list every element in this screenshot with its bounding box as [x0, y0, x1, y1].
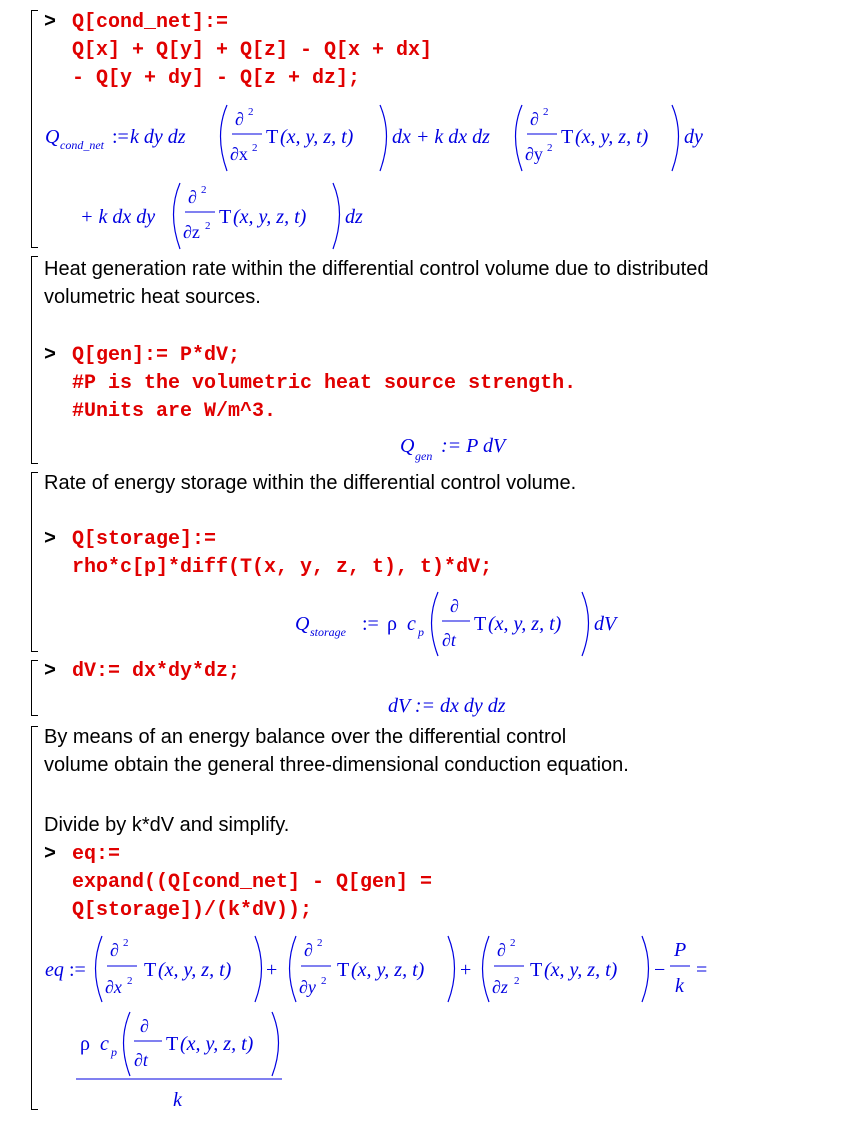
execution-group-2 [31, 256, 32, 464]
code-line[interactable]: Q[storage])/(k*dV)); [72, 899, 313, 922]
svg-text:Q: Q [400, 435, 415, 457]
svg-text:2: 2 [201, 184, 207, 196]
code-line[interactable]: rho*c[p]*diff(T(x, y, z, t), t)*dV; [72, 556, 493, 579]
svg-text:2: 2 [317, 937, 323, 949]
svg-text::=: := [362, 613, 379, 635]
code-line[interactable]: #Units are W/m^3. [72, 400, 277, 423]
output-eq [40, 926, 840, 1116]
code-line[interactable]: eq:= [72, 843, 121, 866]
svg-text:T: T [337, 959, 350, 981]
svg-text:(x, y, z, t): (x, y, z, t) [575, 126, 649, 148]
text-line: By means of an energy balance over the differential control [44, 726, 567, 748]
execution-group-5 [31, 726, 32, 1110]
svg-text:(x, y, z, t): (x, y, z, t) [280, 126, 354, 148]
svg-text:∂x: ∂x [105, 977, 122, 997]
svg-text:2: 2 [248, 106, 254, 118]
svg-text:P: P [674, 939, 687, 961]
text-line: volumetric heat sources. [44, 286, 261, 308]
svg-text:cond_net: cond_net [60, 138, 104, 152]
svg-text:T: T [166, 1033, 179, 1055]
svg-text:ρ: ρ [387, 613, 397, 635]
svg-text:∂: ∂ [140, 1016, 149, 1036]
input-prompt: > [44, 11, 57, 34]
svg-text:dV := dx dy dz: dV := dx dy dz [388, 695, 506, 717]
svg-text:2: 2 [252, 142, 258, 154]
code-line[interactable]: Q[cond_net]:= [72, 11, 229, 34]
svg-text:=: = [696, 959, 708, 981]
svg-text::=: := [112, 126, 129, 148]
input-prompt: > [44, 528, 57, 551]
output-cond-net [40, 95, 840, 255]
execution-group-4 [31, 660, 32, 716]
svg-text::= P dV: := P dV [441, 435, 506, 457]
svg-text:(x, y, z, t): (x, y, z, t) [544, 959, 618, 981]
svg-text:+: + [460, 959, 472, 981]
text-line: Divide by k*dV and simplify. [44, 814, 290, 836]
svg-text:∂z: ∂z [183, 222, 200, 242]
text-line: volume obtain the general three-dimensional conduction equation. [44, 754, 629, 776]
execution-group-3 [31, 472, 32, 652]
svg-text:eq: eq [45, 959, 64, 981]
svg-text:2: 2 [127, 975, 133, 987]
svg-text:p: p [418, 625, 424, 639]
code-line[interactable]: #P is the volumetric heat source strength. [72, 372, 577, 395]
input-prompt: > [44, 660, 57, 683]
svg-text::=: := [69, 959, 86, 981]
input-prompt: > [44, 344, 57, 367]
svg-text:dz: dz [345, 206, 363, 228]
svg-text:dy: dy [684, 126, 703, 148]
svg-text:2: 2 [514, 975, 520, 987]
svg-text:2: 2 [510, 937, 516, 949]
svg-text:Q: Q [45, 126, 60, 148]
svg-text:+ k dx dy: + k dx dy [80, 206, 156, 228]
input-prompt: > [44, 843, 57, 866]
code-line[interactable]: Q[storage]:= [72, 528, 217, 551]
code-line[interactable]: - Q[y + dy] - Q[z + dz]; [72, 67, 361, 90]
svg-text:c: c [100, 1033, 109, 1055]
svg-text:T: T [219, 206, 232, 228]
svg-text:T: T [266, 126, 279, 148]
svg-text:2: 2 [123, 937, 129, 949]
svg-text:dx + k dx dz: dx + k dx dz [392, 126, 490, 148]
text-line: Rate of energy storage within the differential control volume. [44, 472, 577, 494]
svg-text:k: k [173, 1089, 182, 1111]
svg-text:−: − [654, 959, 666, 981]
output-storage [290, 586, 650, 658]
svg-text:∂z: ∂z [492, 977, 508, 997]
svg-text:(x, y, z, t): (x, y, z, t) [180, 1033, 254, 1055]
svg-text:T: T [561, 126, 574, 148]
svg-text:p: p [111, 1045, 117, 1059]
svg-text:c: c [407, 613, 416, 635]
svg-text:∂: ∂ [530, 109, 539, 129]
svg-text:storage: storage [310, 625, 346, 639]
svg-text:+: + [266, 959, 278, 981]
svg-text:∂x: ∂x [230, 144, 248, 164]
text-line: Heat generation rate within the differential control volume due to distributed [44, 258, 709, 280]
svg-text:k: k [675, 975, 684, 997]
svg-text:∂: ∂ [188, 187, 197, 207]
svg-text:2: 2 [543, 106, 549, 118]
svg-text:2: 2 [321, 975, 327, 987]
svg-text:∂: ∂ [450, 596, 459, 616]
output-gen [395, 430, 595, 464]
output-dV [388, 690, 588, 720]
svg-text:∂: ∂ [110, 940, 119, 960]
svg-text:gen: gen [415, 449, 433, 463]
svg-text:Q: Q [295, 613, 310, 635]
code-line[interactable]: expand((Q[cond_net] - Q[gen] = [72, 871, 433, 894]
svg-text:(x, y, z, t): (x, y, z, t) [233, 206, 307, 228]
svg-text:∂y: ∂y [299, 977, 316, 997]
svg-text:∂: ∂ [497, 940, 506, 960]
svg-text:(x, y, z, t): (x, y, z, t) [158, 959, 232, 981]
svg-text:T: T [530, 959, 543, 981]
svg-text:T: T [144, 959, 157, 981]
svg-text:ρ: ρ [80, 1033, 90, 1055]
code-line[interactable]: Q[gen]:= P*dV; [72, 344, 241, 367]
svg-text:(x, y, z, t): (x, y, z, t) [488, 613, 562, 635]
svg-text:∂y: ∂y [525, 144, 543, 164]
svg-text:∂: ∂ [304, 940, 313, 960]
svg-text:∂: ∂ [235, 109, 244, 129]
svg-text:∂t: ∂t [134, 1050, 148, 1070]
svg-text:T: T [474, 613, 487, 635]
code-line[interactable]: dV:= dx*dy*dz; [72, 660, 241, 683]
svg-text:(x, y, z, t): (x, y, z, t) [351, 959, 425, 981]
svg-text:k dy dz: k dy dz [130, 126, 186, 148]
svg-text:2: 2 [547, 142, 553, 154]
code-line[interactable]: Q[x] + Q[y] + Q[z] - Q[x + dx] [72, 39, 433, 62]
svg-text:dV: dV [594, 613, 617, 635]
execution-group-1 [31, 10, 32, 248]
svg-text:2: 2 [205, 220, 211, 232]
svg-text:∂t: ∂t [442, 630, 456, 650]
